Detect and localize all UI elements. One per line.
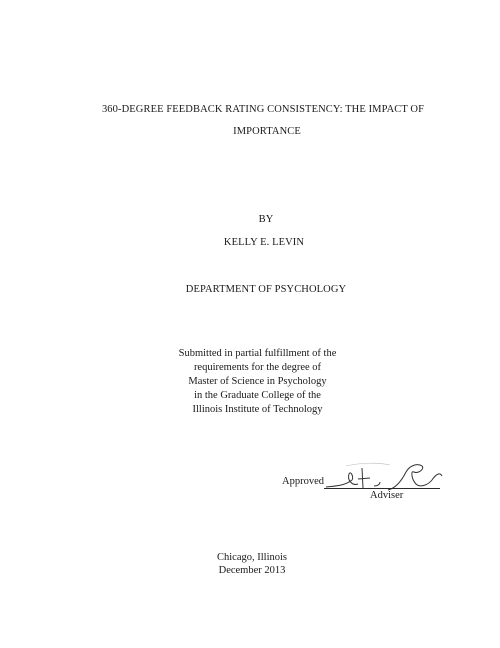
submission-line: Illinois Institute of Technology bbox=[192, 404, 323, 415]
signature-line bbox=[324, 488, 440, 489]
thesis-title-line-1: 360-DEGREE FEEDBACK RATING CONSISTENCY: THE IMPACT OF bbox=[101, 104, 425, 115]
submission-line: Submitted in partial fulfillment of the bbox=[178, 348, 337, 359]
submission-line: in the Graduate College of the bbox=[194, 390, 321, 401]
submission-statement bbox=[0, 347, 500, 417]
submission-line: requirements for the degree of bbox=[193, 362, 322, 373]
approval-block bbox=[282, 466, 462, 506]
city: Chicago, Illinois bbox=[217, 552, 287, 563]
department-name: DEPARTMENT OF PSYCHOLOGY bbox=[185, 284, 347, 295]
by-label: BY bbox=[258, 214, 274, 225]
adviser-label: Adviser bbox=[370, 490, 404, 501]
author-name: KELLY E. LEVIN bbox=[223, 237, 305, 248]
date: December 2013 bbox=[218, 565, 286, 576]
place-and-date bbox=[0, 551, 500, 577]
approved-label: Approved bbox=[282, 476, 324, 487]
thesis-title-line-2: IMPORTANCE bbox=[233, 126, 301, 137]
submission-line: Master of Science in Psychology bbox=[188, 376, 327, 387]
